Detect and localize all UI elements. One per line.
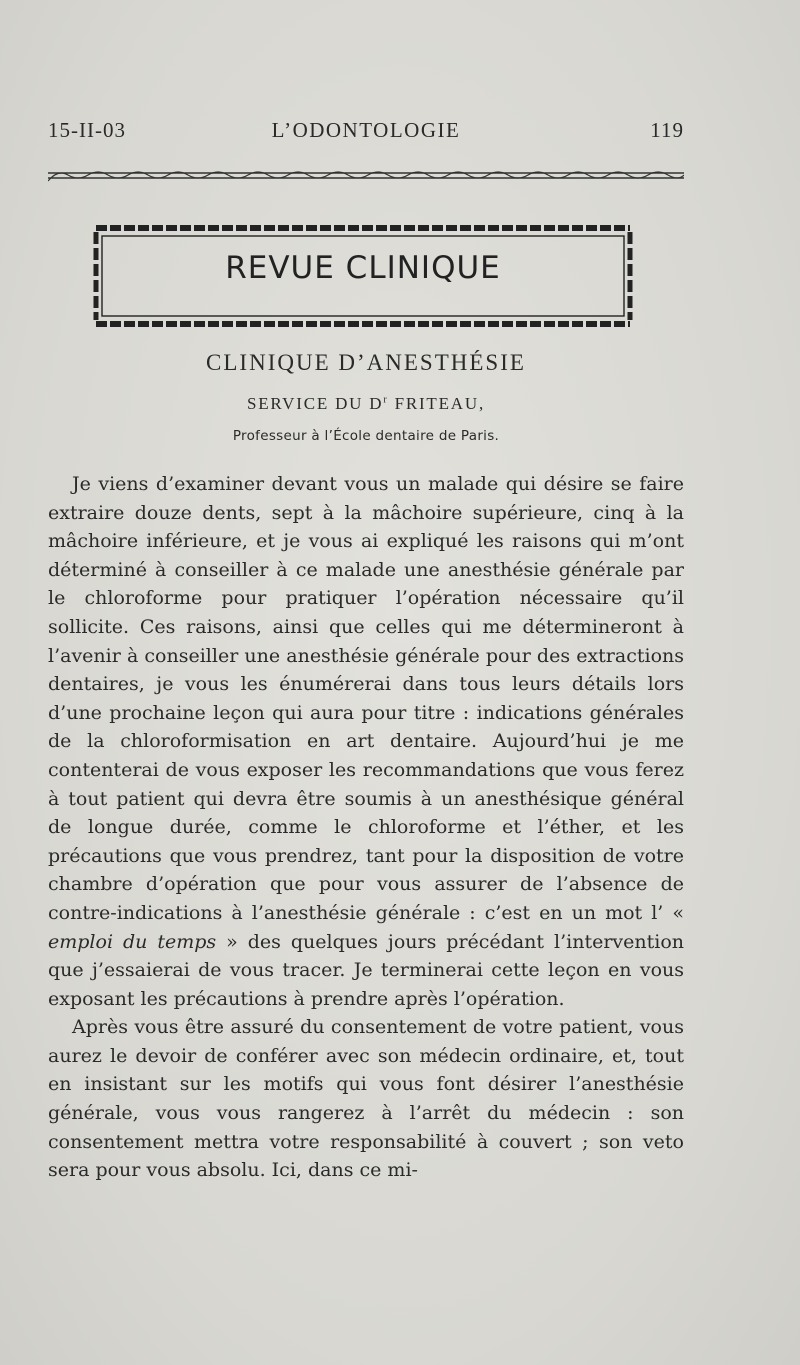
paragraph: Après vous être assuré du consentement de votre patient, vous aurez le devoir de conférer avec son médecin ordinaire, et, tout en insistant sur les motifs qui vous font désirer l’anesthésie générale, vous vous rangerez à l’arrêt du médecin : son consentement mettra votre responsabilité à couvert ; son veto sera pour vous absolu. Ici, dans ce mi-	[48, 1016, 684, 1182]
article-title: CLINIQUE D’ANESTHÉSIE	[206, 350, 526, 375]
article-subtitle	[48, 394, 684, 414]
issue-date: 15-II-03	[48, 118, 126, 142]
emphasis: emploi du temps	[48, 930, 217, 953]
author-affiliation: Professeur à l’École dentaire de Paris.	[232, 428, 500, 444]
journal-title: L’ODONTOLOGIE	[271, 118, 461, 142]
service-name: FRITEAU,	[388, 394, 486, 413]
doctor-abbrev: r	[383, 394, 389, 406]
page-number: 119	[650, 118, 684, 142]
section-title: REVUE CLINIQUE	[225, 250, 501, 286]
service-prefix: SERVICE DU D	[246, 394, 384, 413]
running-head	[48, 118, 684, 148]
article-body	[48, 470, 684, 1185]
section-title-box	[92, 222, 634, 330]
paragraph: Je viens d’examiner devant vous un malade qui désire se faire extraire douze dents, sept à la mâchoire supérieure, cinq à la mâchoire inférieure, et je vous ai expliqué les raisons qui m’ont déterminé à conseiller à ce malade une anesthésie générale par le chloroforme pour pratiquer l’opération nécessaire qu’il sollicite. Ces raisons, ainsi que celles qui me détermineront à l’avenir à conseiller une anesthésie générale pour des extractions dentaires, je vous les énumérerai dans tous leurs détails lors d’une prochaine leçon qui aura pour titre : indications générales de la chloroformisation en art dentaire. Aujourd’hui je me contenterai de vous exposer les recommandations que vous ferez à tout patient qui devra être soumis à un anesthésique général de longue durée, comme le chloroforme et l’éther, et les précautions que vous prendrez, tant pour la disposition de votre chambre d’opération que pour vous assurer de l’absence de contre-indications à l’anesthésie générale : c’est en un mot l’ « emploi du temps » des quelques jours précédant l’intervention que j’essaierai de vous tracer. Je terminerai cette leçon en vous exposant les précautions à prendre après l’opération.	[48, 473, 685, 1010]
ornamental-rule	[48, 165, 684, 185]
